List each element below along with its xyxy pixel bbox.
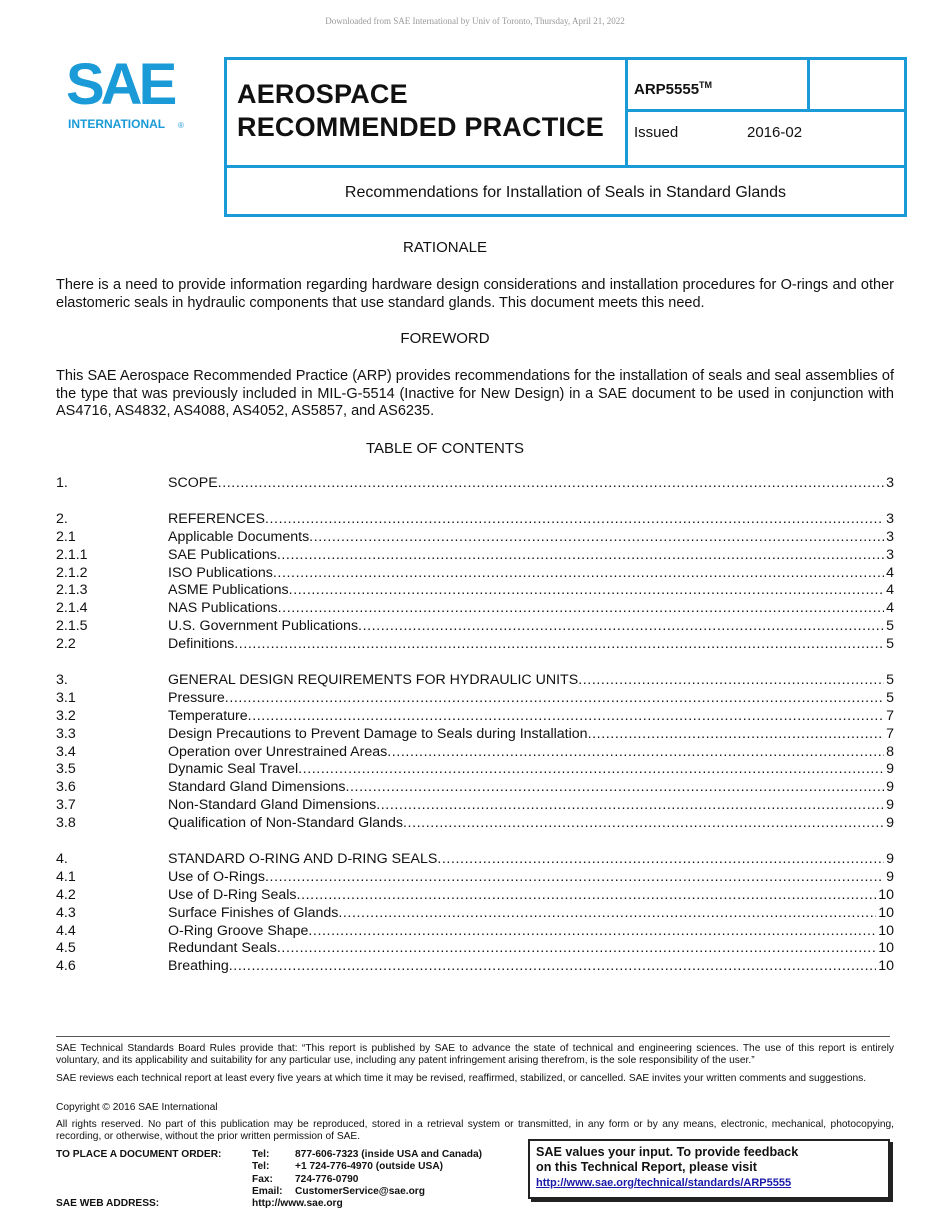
toc-entry-title: Definitions [168,636,235,653]
toc-entry-title: O-Ring Groove Shape [168,922,309,939]
toc-entry[interactable] [56,869,894,887]
toc-entry[interactable] [56,940,894,958]
toc-entry-number: 2. [56,510,68,527]
contact-label: Tel: [252,1161,270,1173]
toc-entry-page: 5 [886,672,894,689]
review-text: SAE reviews each technical report at least every five years at which time it may be revised, reaffirmed, stabilized, or cancelled. SAE invites your written comments and suggestions. [56,1073,867,1084]
toc-entry[interactable] [56,708,894,726]
toc-leader [387,744,884,762]
toc-entry-number: 3.7 [56,797,76,814]
toc-entry-page: 10 [878,940,894,957]
download-note: Downloaded from SAE International by Univ of Toronto, Thursday, April 21, 2022 [325,16,625,26]
toc-entry-page: 10 [878,922,894,939]
document-header-box [224,57,907,217]
toc-entry-title: NAS Publications [168,600,278,617]
toc-entry[interactable] [56,887,894,905]
toc-entry-number: 4.6 [56,958,76,975]
toc-entry-number: 4.4 [56,922,76,939]
rationale-text: There is a need to provide information regarding hardware design considerations and installation procedures for O-rings and other elastomeric seals in hydraulic components that use standard glands. This document meets this need. [56,277,894,311]
toc-entry-page: 5 [886,636,894,653]
toc-entry[interactable] [56,582,894,600]
toc-leader [437,851,884,869]
toc-entry-title: Dynamic Seal Travel [168,761,299,778]
toc-entry-number: 3. [56,672,68,689]
toc-entry[interactable] [56,672,894,690]
toc-entry-title: Design Precautions to Prevent Damage to Seals during Installation [168,725,588,742]
contact-row [252,1186,482,1198]
toc-entry-title: Applicable Documents [168,528,310,545]
toc-entry-number: 4.2 [56,886,76,903]
toc-entry-number: 4.1 [56,868,76,885]
toc-leader [578,672,884,690]
toc-entry-page: 10 [878,958,894,975]
toc-entry[interactable] [56,744,894,762]
toc-entry-number: 4.5 [56,940,76,957]
toc-entry-page: 3 [886,528,894,545]
toc-entry-page: 9 [886,797,894,814]
toc-leader [289,582,884,600]
toc-entry[interactable] [56,779,894,797]
toc-leader [308,923,876,941]
logo-subtitle: INTERNATIONAL [68,117,166,131]
rationale-heading: RATIONALE [403,239,487,256]
toc-leader [277,940,876,958]
toc-leader [588,726,885,744]
toc-entry-title: U.S. Government Publications [168,618,359,635]
toc-entry[interactable] [56,958,894,976]
toc-entry-page: 7 [886,725,894,742]
logo-letters: SAE [66,52,174,117]
toc-entry-title: Pressure [168,689,225,706]
toc-heading: TABLE OF CONTENTS [365,440,525,457]
divider [227,165,904,168]
document-type: AEROSPACE RECOMMENDED PRACTICE [237,79,605,142]
toc-leader [265,511,884,529]
toc-entry-title: Breathing [168,958,229,975]
board-rules-text: SAE Technical Standards Board Rules provide that: “This report is published by SAE to advance the state of technical and engineering sciences. The use of this report is entirely voluntary, and its applicability and suitability for any particular use, including any patent infringement arising therefrom, is the sole responsibility of the user.” [56,1043,894,1067]
contact-value: CustomerService@sae.org [295,1185,425,1197]
toc-entry-title: ASME Publications [168,582,289,599]
toc-entry[interactable] [56,618,894,636]
issued-date: 2016-02 [747,124,803,141]
toc-entry-page: 4 [886,600,894,617]
toc-entry-page: 9 [886,779,894,796]
toc-entry-title: Surface Finishes of Glands [168,904,339,921]
toc-leader [265,869,884,887]
toc-entry[interactable] [56,547,894,565]
toc-leader [403,815,884,833]
toc-entry-title: Standard Gland Dimensions [168,779,346,796]
divider [625,109,907,112]
toc-leader [234,636,884,654]
issued-label: Issued [634,124,679,141]
toc-entry-title: Temperature [168,707,248,724]
toc-entry[interactable] [56,726,894,744]
toc-leader [297,887,877,905]
toc-entry-page: 10 [878,904,894,921]
toc-entry-page: 3 [886,510,894,527]
copyright-text: Copyright © 2016 SAE International [56,1102,218,1113]
toc-entry-title: Redundant Seals [168,940,277,957]
web-address[interactable]: http://www.sae.org [252,1198,343,1210]
toc-entry[interactable] [56,636,894,654]
toc-entry-page: 9 [886,851,894,868]
toc-entry[interactable] [56,690,894,708]
toc-entry[interactable] [56,797,894,815]
toc-leader [218,475,884,493]
toc-entry-title: REFERENCES [168,510,265,527]
contact-list [252,1149,482,1210]
toc-entry[interactable] [56,851,894,869]
toc-entry[interactable] [56,529,894,547]
toc-leader [225,690,884,708]
toc-leader [248,708,884,726]
toc-entry-page: 5 [886,618,894,635]
toc-leader [273,565,884,583]
toc-entry-number: 2.1.5 [56,618,88,635]
toc-entry-number: 4. [56,851,68,868]
toc-entry-number: 4.3 [56,904,76,921]
toc-entry-number: 3.2 [56,707,76,724]
toc-entry-title: Non-Standard Gland Dimensions [168,797,377,814]
contact-row [252,1174,482,1186]
contact-label: Email: [252,1185,283,1197]
toc-entry[interactable] [56,815,894,833]
toc-entry-page: 9 [886,868,894,885]
contact-value: +1 724-776-4970 (outside USA) [295,1161,444,1173]
toc-entry-page: 5 [886,689,894,706]
contact-label: Tel: [252,1149,270,1160]
toc-entry-title: SAE Publications [168,546,277,563]
toc-entry-number: 3.1 [56,689,76,706]
toc-leader [229,958,876,976]
toc-entry[interactable] [56,761,894,779]
toc-entry[interactable] [56,565,894,583]
toc-entry-number: 3.8 [56,815,76,832]
contact-label: Fax: [252,1173,273,1185]
toc-entry[interactable] [56,511,894,529]
divider [807,60,810,112]
footer-divider [56,1036,890,1037]
toc-leader [277,547,884,565]
document-title: Recommendations for Installation of Seals in Standard Glands [344,184,787,201]
table-of-contents [56,475,894,976]
toc-entry-number: 3.3 [56,725,76,742]
sae-logo [66,52,196,132]
toc-entry-number: 3.5 [56,761,76,778]
toc-entry-title: Operation over Unrestrained Areas [168,743,388,760]
toc-entry-number: 2.1.3 [56,582,88,599]
logo-registered: ® [178,121,184,130]
toc-entry-title: ISO Publications [168,564,273,581]
order-label: TO PLACE A DOCUMENT ORDER: [56,1149,222,1160]
toc-leader [298,761,884,779]
toc-entry-number: 2.1.4 [56,600,88,617]
toc-entry-page: 10 [878,886,894,903]
toc-entry-page: 9 [886,761,894,778]
toc-entry-number: 3.4 [56,743,76,760]
toc-leader [309,529,884,547]
toc-entry-page: 4 [886,564,894,581]
toc-entry-number: 3.6 [56,779,76,796]
document-number: ARP5555™ [634,80,713,98]
toc-entry-page: 3 [886,475,894,491]
toc-entry-title: GENERAL DESIGN REQUIREMENTS FOR HYDRAULIC UNITS [168,672,579,689]
toc-entry-page: 9 [886,815,894,832]
toc-entry-title: Use of O-Rings [168,868,265,885]
divider [625,60,628,168]
toc-leader [358,618,884,636]
feedback-link[interactable]: http://www.sae.org/technical/standards/ARP5555 [536,1177,792,1189]
feedback-box [528,1139,890,1199]
foreword-heading: FOREWORD [400,330,490,347]
toc-entry-number: 2.1.1 [56,546,88,563]
toc-leader [338,905,876,923]
trademark: TM [699,80,713,90]
feedback-line: SAE values your input. To provide feedback [536,1145,799,1159]
toc-entry-page: 3 [886,546,894,563]
web-label: SAE WEB ADDRESS: [56,1198,160,1209]
toc-entry-title: Qualification of Non-Standard Glands [168,815,404,832]
toc-entry-number: 2.2 [56,636,76,653]
feedback-line: on this Technical Report, please visit [536,1160,757,1174]
toc-entry-page: 4 [886,582,894,599]
toc-entry[interactable] [56,600,894,618]
toc-leader [278,600,884,618]
rights-text: All rights reserved. No part of this publication may be reproduced, stored in a retrieval system or transmitted, in any form or by any means, electronic, mechanical, photocopying, recording, or otherwise, without the prior written permission of SAE. [56,1119,894,1143]
toc-entry-page: 7 [886,707,894,724]
toc-entry-title: STANDARD O-RING AND D-RING SEALS [168,851,438,868]
toc-entry-title: SCOPE [168,475,218,491]
contact-row [252,1149,482,1161]
toc-entry-page: 8 [886,743,894,760]
toc-leader [345,779,884,797]
toc-entry[interactable] [56,475,894,493]
toc-entry[interactable] [56,905,894,923]
toc-entry-title: Use of D-Ring Seals [168,886,297,903]
foreword-text: This SAE Aerospace Recommended Practice (ARP) provides recommendations for the installation of seals and seal assemblies of the type that was previously included in MIL-G-5514 (Inactive for New Design) in a SAE document to be used in conjunction with AS4716, AS4832, AS4088, AS4052, AS5857, and AS6235. [56,368,894,419]
toc-entry-number: 2.1 [56,528,76,545]
contact-row [252,1161,482,1173]
toc-leader [376,797,884,815]
contact-value: 724-776-0790 [295,1173,359,1185]
toc-entry[interactable] [56,923,894,941]
contact-value: 877-606-7323 (inside USA and Canada) [295,1149,483,1160]
toc-entry-number: 1. [56,475,68,491]
toc-entry-number: 2.1.2 [56,564,88,581]
